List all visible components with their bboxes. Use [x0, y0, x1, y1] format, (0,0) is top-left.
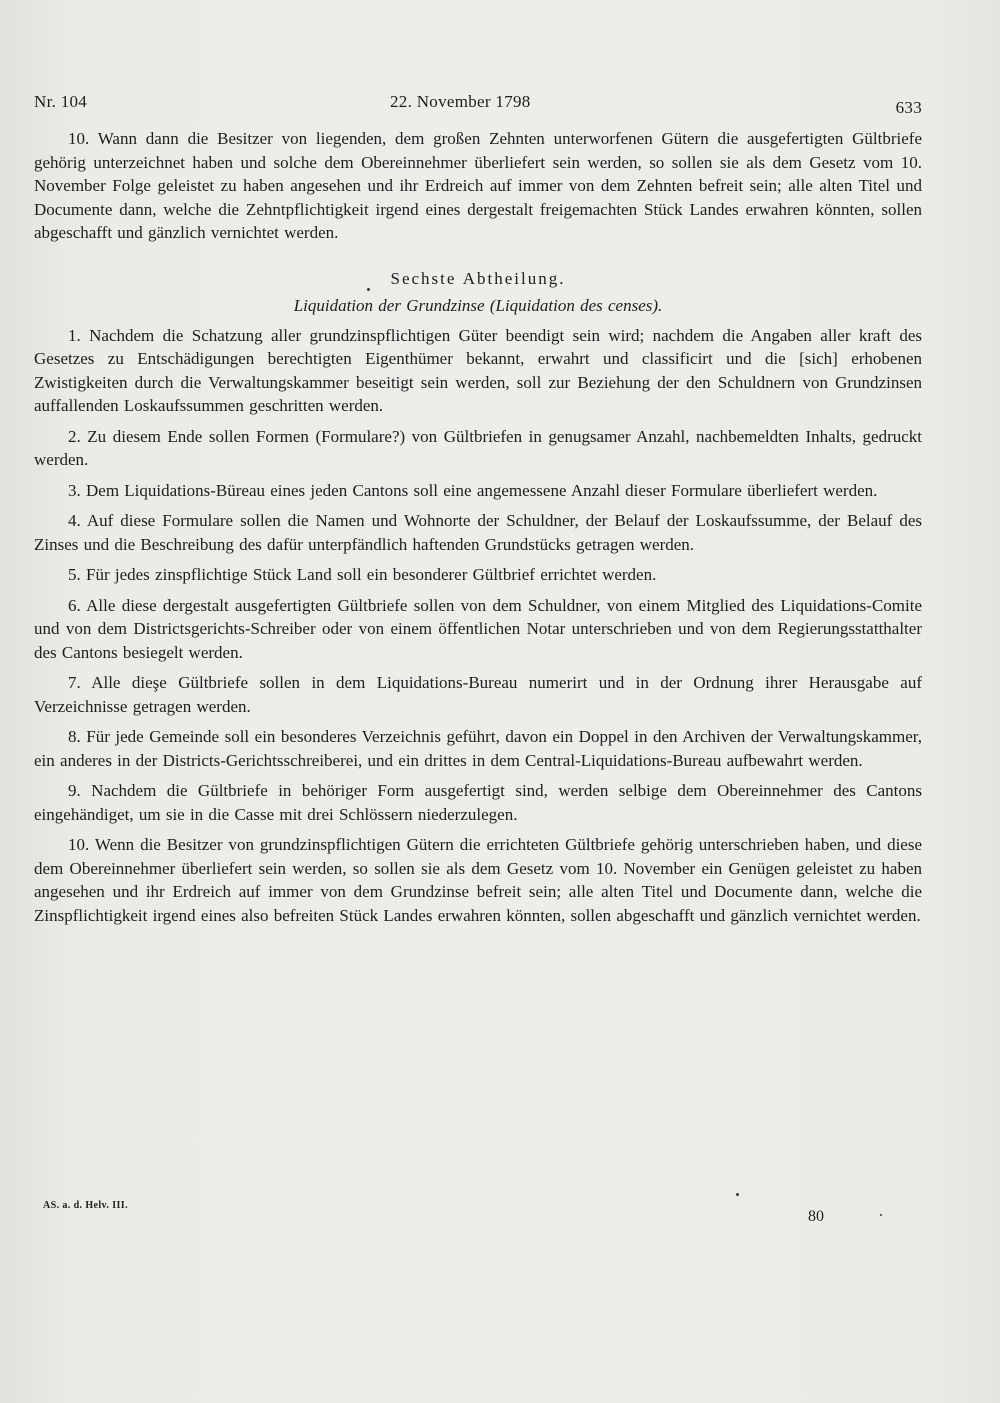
paragraph: 4. Auf diese Formulare sollen die Namen und Wohnorte der Schuldner, der Belauf der Loskaufssumme, der Belauf des Zinses und die Beschreibung des dafür unterpfändlich haftenden Grundstücks getragen werden.: [34, 511, 922, 554]
paragraph: 1. Nachdem die Schatzung aller grundzinspflichtigen Güter beendigt sein wird; nachdem die Angaben aller kraft des Gesetzes zu Entschädigungen berechtigten Eigenthümer bekannt, erwahrt und classificirt und die [sich] erhobenen Zwistigkeiten durch die Verwaltungskammer beseitigt sein werden, soll zur Beziehung der den Schuldnern von Grundzinsen auffallenden Loskaufssummen geschritten werden.: [34, 325, 922, 415]
sheet-number: 80: [808, 1208, 824, 1225]
print-speck: [736, 1193, 739, 1196]
paragraph: 8. Für jede Gemeinde soll ein besonderes Verzeichnis geführt, davon ein Doppel in den Archiven der Verwaltungskammer, ein anderes in der Districts-Gerichtsschreiberei, und ein drittes in dem Central-Liquidations-Bureau aufbewahrt werden.: [34, 727, 922, 770]
paragraph: 2. Zu diesem Ende sollen Formen (Formulare?) von Gültbriefen in genugsamer Anzahl, nachbemeldten Inhalts, gedruckt werden.: [34, 426, 922, 469]
document-number: Nr. 104: [34, 92, 88, 111]
section-title: Sechste Abtheilung.: [390, 268, 566, 288]
paragraph: 7. Alle dieşe Gültbriefe sollen in dem Liquidations-Bureau numerirt und in der Ordnung ihrer Herausgabe auf Verzeichnisse getragen werden.: [34, 673, 922, 716]
document-date: 22. November 1798: [390, 92, 531, 111]
page-header: [34, 92, 922, 120]
source-reference: AS. a. d. Helv. III.: [43, 1200, 128, 1211]
paragraph: 6. Alle diese dergestalt ausgefertigten Gültbriefe sollen von dem Schuldner, von einem Mitglied des Liquidations-Comite und von dem Districtsgerichts-Schreiber oder von einem öffentlichen Notar unterschrieben und von dem Regierungsstatthalter des Cantons besiegelt werden.: [34, 595, 922, 662]
print-speck: [367, 288, 370, 291]
paragraph: 10. Wenn die Besitzer von grundzinspflichtigen Gütern die errichteten Gültbriefe gehörig unterschrieben haben, und diese dem Obereinnehmer überliefert sein werden, so sollen sie als dem Gesetz vom 10. November ein Genügen geleistet zu haben angesehen und ihr Erdreich auf immer von dem Grundzinse befreit sein; alle alten Titel und Documente dann, welche die Zinspflichtigkeit irgend eines also befreiten Stück Landes erwahren könnten, sollen abgeschafft und gänzlich vernichtet werden.: [34, 835, 922, 925]
paragraph: 10. Wann dann die Besitzer von liegenden, dem großen Zehnten unterworfenen Gütern die ausgefertigten Gültbriefe gehörig unterzeichnet haben und solche dem Obereinnehmer überliefert sein werden, so sollen sie als dem Gesetz vom 10. November Folge geleistet zu haben angesehen und ihr Erdreich auf immer von dem Zehnten befreit sein; alle alten Titel und Documente dann, welche die Zehntpflichtigkeit irgend eines dergestalt freigemachten Stück Landes erwahren könnten, sollen abgeschafft und gänzlich vernichtet werden.: [34, 129, 922, 242]
print-speck: [880, 1214, 882, 1216]
paragraph: 3. Dem Liquidations-Büreau eines jeden Cantons soll eine angemessene Anzahl dieser Formulare überliefert werden.: [68, 480, 878, 500]
paragraph: 9. Nachdem die Gültbriefe in behöriger Form ausgefertigt sind, werden selbige dem Obereinnehmer des Cantons eingehändiget, um sie in die Casse mit drei Schlössern niederzulegen.: [34, 781, 922, 824]
section-subtitle: Liquidation der Grundzinse (Liquidation des censes).: [293, 296, 663, 315]
paragraph: 5. Für jedes zinspflichtige Stück Land soll ein besonderer Gültbrief errichtet werden.: [68, 565, 657, 584]
page-number: 633: [895, 98, 922, 117]
document-body: [34, 127, 922, 934]
